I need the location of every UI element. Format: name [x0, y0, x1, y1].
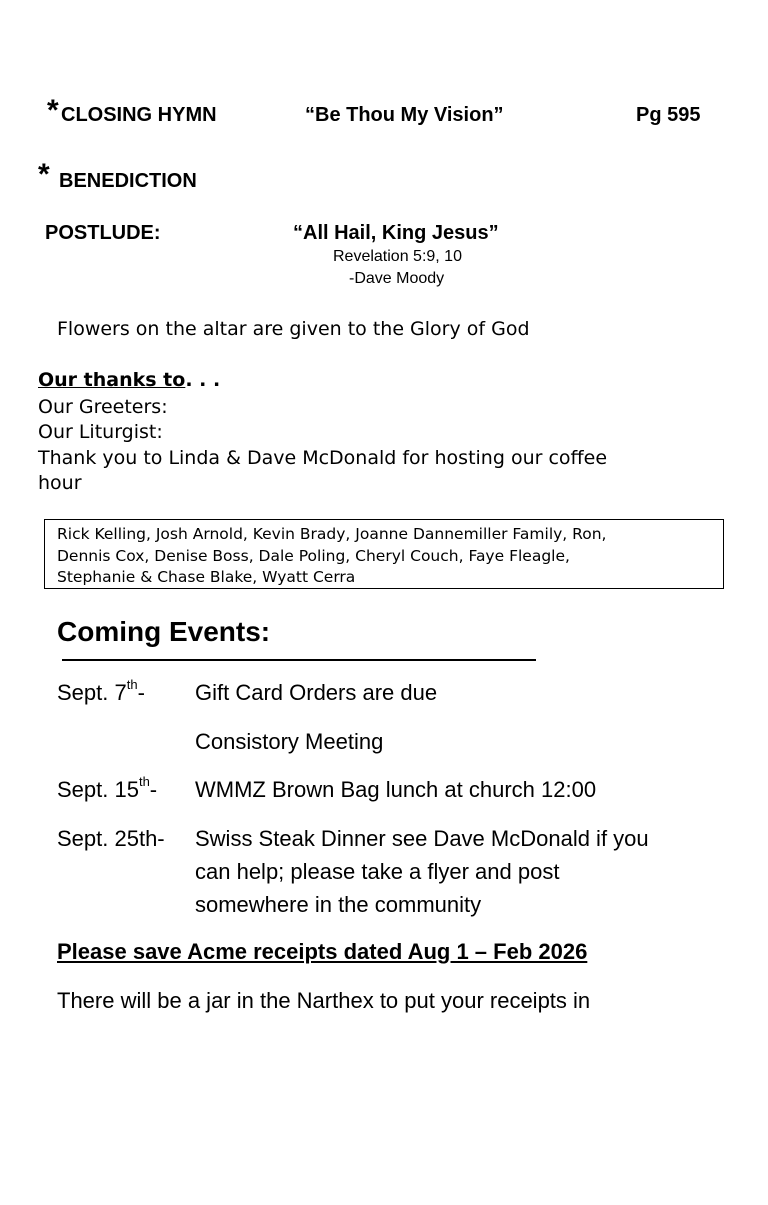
- acme-receipts-note: There will be a jar in the Narthex to put your receipts in: [57, 988, 591, 1013]
- acme-receipts-heading: Please save Acme receipts dated Aug 1 – Feb 2026: [57, 939, 588, 964]
- event-text: WMMZ Brown Bag lunch at church 12:00: [195, 777, 597, 802]
- benediction-label: BENEDICTION: [59, 170, 197, 192]
- thanks-heading-text: Our thanks to: [38, 369, 186, 391]
- flowers-note: Flowers on the altar are given to the Glory of God: [57, 318, 530, 340]
- prayer-list-line: Stephanie & Chase Blake, Wyatt Cerra: [57, 568, 356, 586]
- event-text-cont: somewhere in the community: [195, 892, 482, 917]
- asterisk-marker: *: [47, 94, 59, 127]
- postlude-composer: -Dave Moody: [349, 270, 445, 287]
- postlude-scripture: Revelation 5:9, 10: [333, 248, 462, 265]
- thanks-heading: [38, 369, 220, 391]
- prayer-list-line: Rick Kelling, Josh Arnold, Kevin Brady, Joanne Dannemiller Family, Ron,: [57, 525, 607, 543]
- closing-hymn-page: Pg 595: [636, 104, 701, 126]
- postlude-label: POSTLUDE:: [45, 222, 161, 244]
- event-date: Sept. 25th-: [57, 826, 165, 851]
- prayer-list-box: [44, 519, 724, 589]
- event-text: Consistory Meeting: [195, 729, 384, 754]
- coffee-hour-line-cont: hour: [38, 472, 82, 494]
- event-date: Sept. 7th-: [57, 676, 145, 705]
- closing-hymn-label: CLOSING HYMN: [61, 104, 217, 126]
- event-text: Gift Card Orders are due: [195, 680, 438, 705]
- coffee-hour-line: Thank you to Linda & Dave McDonald for hosting our coffee: [38, 447, 608, 469]
- liturgist-line: Our Liturgist:: [38, 421, 163, 443]
- event-date: Sept. 15th-: [57, 773, 158, 802]
- event-text-cont: can help; please take a flyer and post: [195, 859, 560, 884]
- closing-hymn-title: “Be Thou My Vision”: [305, 104, 504, 126]
- prayer-list-line: Dennis Cox, Denise Boss, Dale Poling, Cheryl Couch, Faye Fleagle,: [57, 547, 570, 565]
- thanks-heading-ellipsis: . . .: [185, 369, 221, 391]
- coming-events-heading: Coming Events:: [57, 616, 271, 647]
- asterisk-marker: *: [38, 158, 50, 191]
- event-text: Swiss Steak Dinner see Dave McDonald if you: [195, 826, 649, 851]
- postlude-title: “All Hail, King Jesus”: [293, 222, 499, 244]
- greeters-line: Our Greeters:: [38, 396, 168, 418]
- heading-divider: [62, 659, 536, 661]
